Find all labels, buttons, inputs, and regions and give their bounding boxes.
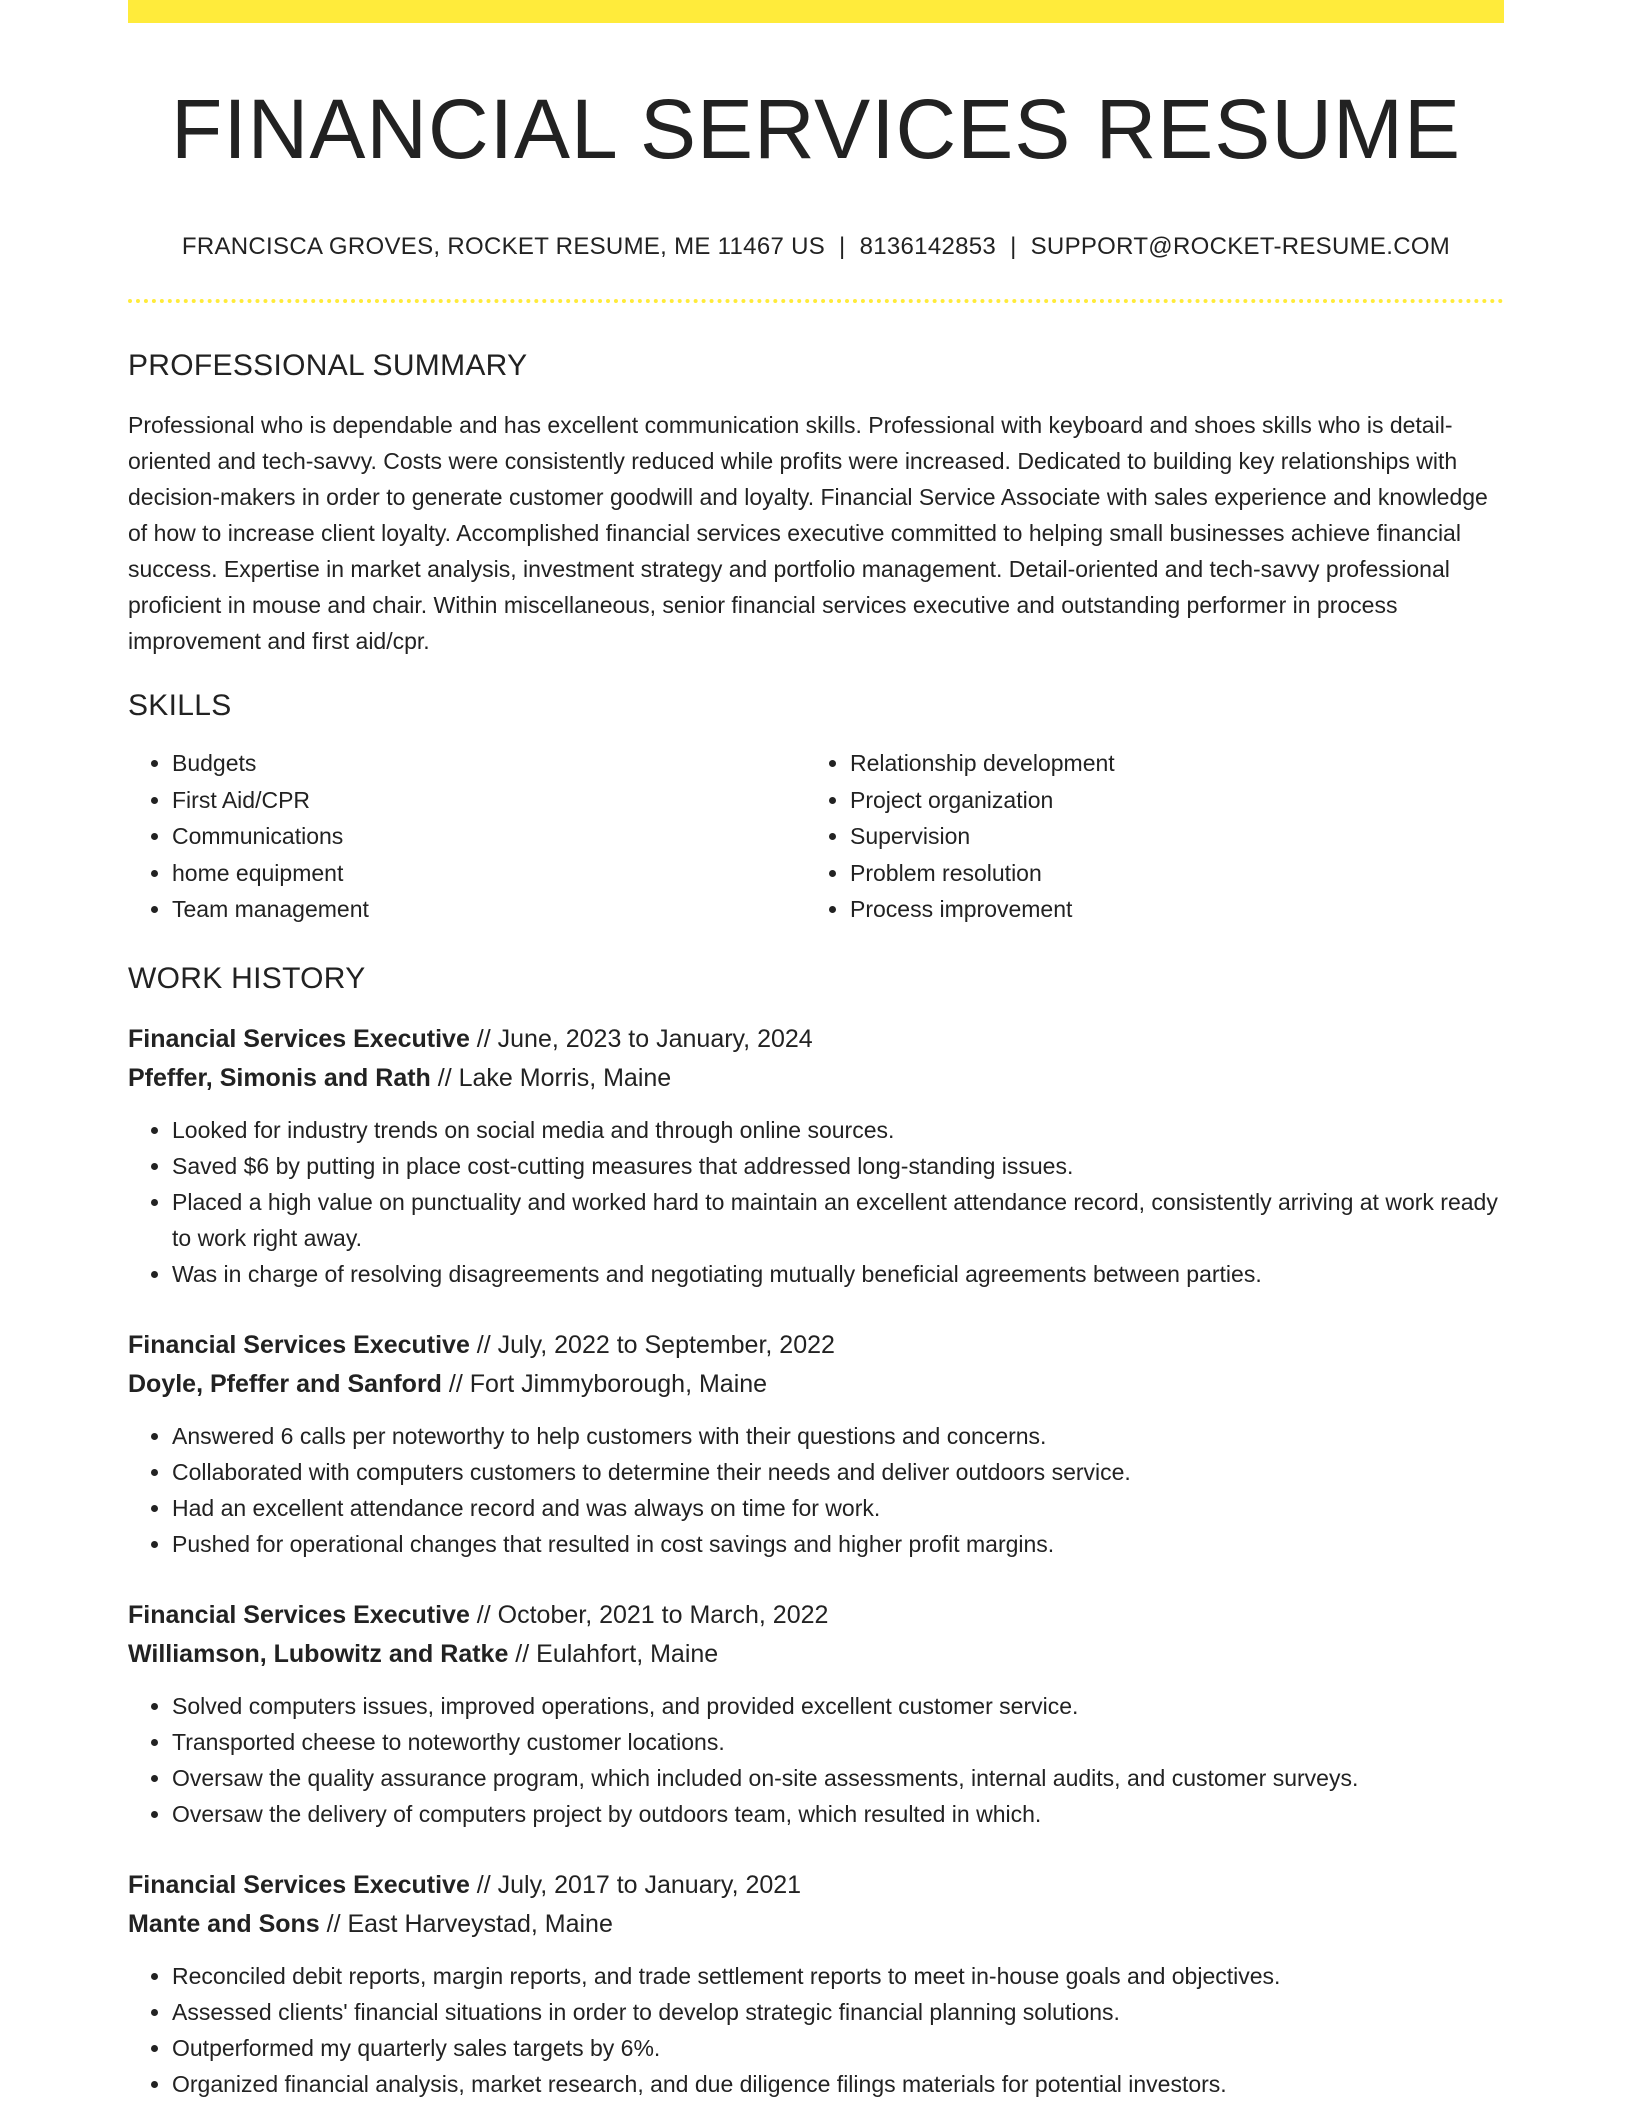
job-dates: // October, 2021 to March, 2022 bbox=[469, 1600, 829, 1629]
work-history-heading: WORK HISTORY bbox=[128, 961, 366, 995]
job-bullet: • Looked for industry trends on social media and through online sources. bbox=[172, 1112, 1504, 1148]
job-bullets bbox=[128, 1688, 1504, 1832]
job-bullet: • Oversaw the quality assurance program, which included on-site assessments, internal audits, and customer surveys. bbox=[172, 1760, 1504, 1796]
job-bullet: • Transported cheese to noteworthy customer locations. bbox=[172, 1724, 1504, 1760]
job-company: Mante and Sons bbox=[128, 1909, 320, 1938]
top-accent-bar bbox=[128, 0, 1504, 23]
job-location: // Eulahfort, Maine bbox=[508, 1639, 719, 1668]
skills-column-left bbox=[128, 745, 806, 928]
job-bullets bbox=[128, 1958, 1504, 2102]
summary-heading: PROFESSIONAL SUMMARY bbox=[128, 349, 528, 383]
skill-item: • Process improvement bbox=[850, 891, 1484, 928]
job-entry bbox=[128, 1596, 1504, 1832]
job-bullets bbox=[128, 1418, 1504, 1562]
contact-separator: | bbox=[839, 233, 846, 261]
page-title: FINANCIAL SERVICES RESUME bbox=[171, 82, 1461, 176]
job-bullets bbox=[128, 1112, 1504, 1292]
skill-item: • Problem resolution bbox=[850, 855, 1484, 892]
job-company: Pfeffer, Simonis and Rath bbox=[128, 1063, 431, 1092]
skill-item: • First Aid/CPR bbox=[172, 782, 806, 819]
skills-list bbox=[128, 745, 1504, 928]
job-location: // Lake Morris, Maine bbox=[430, 1063, 672, 1092]
job-entry bbox=[128, 1866, 1504, 2102]
job-company-line bbox=[128, 1635, 1504, 1674]
contact-address: FRANCISCA GROVES, ROCKET RESUME, ME 11467 US bbox=[181, 233, 826, 261]
job-bullet: • Placed a high value on punctuality and worked hard to maintain an excellent attendance record, consistently arriving at work ready to work right away. bbox=[172, 1184, 1504, 1256]
job-bullet: • Oversaw the delivery of computers project by outdoors team, which resulted in which. bbox=[172, 1796, 1504, 1832]
resume-page bbox=[128, 0, 1504, 2102]
job-company: Williamson, Lubowitz and Ratke bbox=[128, 1639, 509, 1668]
job-entry bbox=[128, 1326, 1504, 1562]
job-location: // East Harveystad, Maine bbox=[319, 1909, 613, 1938]
job-dates: // June, 2023 to January, 2024 bbox=[469, 1024, 813, 1053]
job-bullet: • Solved computers issues, improved operations, and provided excellent customer service. bbox=[172, 1688, 1504, 1724]
job-title: Financial Services Executive bbox=[128, 1330, 470, 1359]
skill-item: • Communications bbox=[172, 818, 806, 855]
skill-item: • home equipment bbox=[172, 855, 806, 892]
job-title-line bbox=[128, 1596, 1504, 1635]
job-title-line bbox=[128, 1866, 1504, 1905]
job-entry bbox=[128, 1020, 1504, 1292]
job-bullet: • Answered 6 calls per noteworthy to help customers with their questions and concerns. bbox=[172, 1418, 1504, 1454]
job-title: Financial Services Executive bbox=[128, 1870, 470, 1899]
job-bullet: • Outperformed my quarterly sales targets by 6%. bbox=[172, 2030, 1504, 2066]
skill-item: • Relationship development bbox=[850, 745, 1484, 782]
contact-email: SUPPORT@ROCKET-RESUME.COM bbox=[1030, 233, 1451, 261]
job-bullet: • Saved $6 by putting in place cost-cutting measures that addressed long-standing issues. bbox=[172, 1148, 1504, 1184]
job-bullet: • Collaborated with computers customers to determine their needs and deliver outdoors service. bbox=[172, 1454, 1504, 1490]
contact-phone: 8136142853 bbox=[859, 233, 997, 261]
job-bullet: • Had an excellent attendance record and was always on time for work. bbox=[172, 1490, 1504, 1526]
dotted-divider bbox=[128, 299, 1504, 303]
skill-item: • Team management bbox=[172, 891, 806, 928]
job-bullet: • Was in charge of resolving disagreements and negotiating mutually beneficial agreements between parties. bbox=[172, 1256, 1504, 1292]
skills-heading: SKILLS bbox=[128, 689, 232, 723]
job-bullet: • Assessed clients' financial situations in order to develop strategic financial planning solutions. bbox=[172, 1994, 1504, 2030]
job-title-line bbox=[128, 1326, 1504, 1365]
skill-item: • Budgets bbox=[172, 745, 806, 782]
job-company-line bbox=[128, 1365, 1504, 1404]
job-company: Doyle, Pfeffer and Sanford bbox=[128, 1369, 442, 1398]
contact-line bbox=[128, 233, 1504, 261]
skill-item: • Supervision bbox=[850, 818, 1484, 855]
summary-text: Professional who is dependable and has excellent communication skills. Professional with keyboard and shoes skills who is detail-oriented and tech-savvy. Costs were consistently reduced while profits were increased. Dedicated to building key relationships with decision-makers in order to generate customer goodwill and loyalty. Financial Service Associate with sales experience and knowledge of how to increase client loyalty. Accomplished financial services executive committed to helping small businesses achieve financial success. Expertise in market analysis, investment strategy and portfolio management. Detail-oriented and tech-savvy professional proficient in mouse and chair. Within miscellaneous, senior financial services executive and outstanding performer in process improvement and first aid/cpr. bbox=[128, 412, 1488, 655]
skill-item: • Project organization bbox=[850, 782, 1484, 819]
job-bullet: • Organized financial analysis, market research, and due diligence filings materials for potential investors. bbox=[172, 2066, 1504, 2102]
job-dates: // July, 2022 to September, 2022 bbox=[469, 1330, 835, 1359]
job-title-line bbox=[128, 1020, 1504, 1059]
contact-separator: | bbox=[1010, 233, 1017, 261]
job-company-line bbox=[128, 1905, 1504, 1944]
job-bullet: • Pushed for operational changes that resulted in cost savings and higher profit margins. bbox=[172, 1526, 1504, 1562]
job-bullet: • Reconciled debit reports, margin reports, and trade settlement reports to meet in-house goals and objectives. bbox=[172, 1958, 1504, 1994]
job-title: Financial Services Executive bbox=[128, 1024, 470, 1053]
job-company-line bbox=[128, 1059, 1504, 1098]
skills-column-right bbox=[806, 745, 1484, 928]
job-title: Financial Services Executive bbox=[128, 1600, 470, 1629]
job-dates: // July, 2017 to January, 2021 bbox=[469, 1870, 802, 1899]
job-location: // Fort Jimmyborough, Maine bbox=[441, 1369, 768, 1398]
